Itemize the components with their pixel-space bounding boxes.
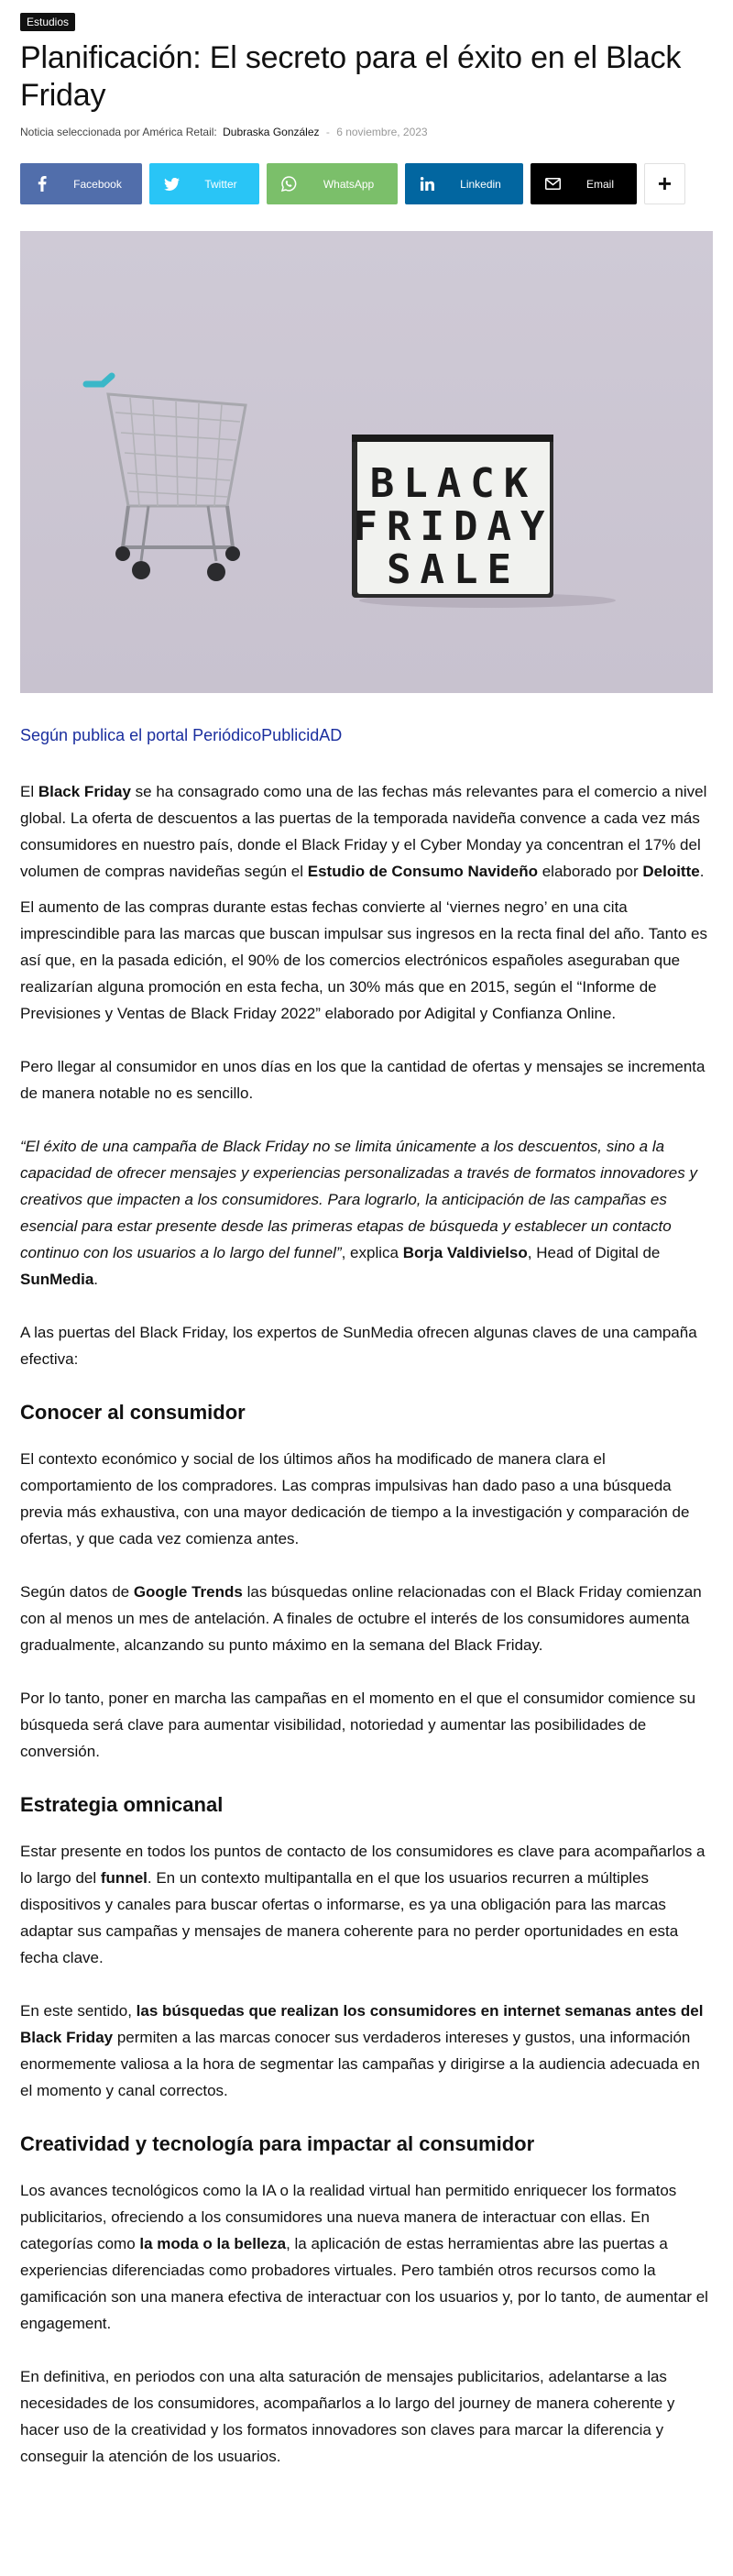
lightbox-line-3: SALE xyxy=(387,546,520,593)
paragraph-1: El Black Friday se ha consagrado como una de las fechas más relevantes para el comercio a nivel global. La oferta de descuentos a las puertas de la temporada navideña convence a cada vez más consumidores en nuestro país, donde el Black Friday y el Cyber Monday ya concentran el 17% del volumen de compras navideñas según el Estudio de Consumo Navideño elaborado por Deloitte. xyxy=(20,783,707,880)
bold-deloitte: Deloitte xyxy=(642,863,700,880)
paragraph-6: Según datos de Google Trends las búsquedas online relacionadas con el Black Friday comienzan con al menos un mes de antelación. A finales de octubre el interés de los consumidores aumenta gradualmente, alcanzando su punto máximo en la semana del Black Friday. xyxy=(20,1583,702,1654)
paragraph-5: El contexto económico y social de los últimos años ha modificado de manera clara el comportamiento de los compradores. Las compras impulsivas han dado paso a una búsqueda previa más exhaustiva, con una mayor dedicación de tiempo a la investigación y comparación de ofertas, y que cada vez comienza antes. xyxy=(20,1450,690,1547)
author-link[interactable]: Dubraska González xyxy=(223,126,320,138)
share-facebook-button[interactable] xyxy=(20,163,142,204)
email-icon xyxy=(531,163,574,204)
linkedin-icon xyxy=(405,163,449,204)
paragraph-10: Los avances tecnológicos como la IA o la realidad virtual han permitido enriquecer los formatos publicitarios, ofreciendo a los consumidores una nueva manera de interactuar con ellas. En categorías como la moda o la belleza, la aplicación de estas herramientas abre las puertas a experiencias diferenciadas como probadores virtuales. Pero también otros recursos como la gamificación son una manera efectiva de interactuar con los usuarios y, por lo tanto, de aumentar el engagement. xyxy=(20,2182,708,2332)
bold-black-friday: Black Friday xyxy=(38,783,131,800)
article-body xyxy=(20,778,713,2470)
bold-moda-belleza: la moda o la belleza xyxy=(139,2235,287,2252)
heading-conocer-consumidor: Conocer al consumidor xyxy=(20,1401,246,1424)
share-whatsapp-button[interactable] xyxy=(267,163,398,204)
meta-prefix: Noticia seleccionada por América Retail: xyxy=(20,126,217,138)
publish-date: 6 noviembre, 2023 xyxy=(336,126,428,138)
article-meta xyxy=(20,126,713,138)
hero-image xyxy=(20,231,713,693)
paragraph-7: Por lo tanto, poner en marcha las campañas en el momento en el que el consumidor comience su búsqueda será clave para aumentar visibilidad, notoriedad y aumentar las posibilidades de conversión. xyxy=(20,1690,696,1760)
paragraph-8: Estar presente en todos los puntos de contacto de los consumidores es clave para acompañarlos a lo largo del funnel. En un contexto multipantalla en el que los usuarios recurren a múltiples dispositivos y canales para buscar ofertas o informarse, es ya una obligación para las marcas adaptar sus campañas y mensajes de manera coherente para no perder oportunidades en esta fecha clave. xyxy=(20,1843,706,1966)
paragraph-3: Pero llegar al consumidor en unos días en los que la cantidad de ofertas y mensajes se incrementa de manera notable no es sencillo. xyxy=(20,1058,706,1102)
bold-borja: Borja Valdivielso xyxy=(402,1244,528,1261)
paragraph-9: En este sentido, las búsquedas que realizan los consumidores en internet semanas antes del Black Friday permiten a las marcas conocer sus verdaderos intereses y gustos, una información enormemente valiosa a la hora de segmentar las campañas y dirigirse a la audiencia adecuada en el momento y canal correctos. xyxy=(20,2002,704,2099)
share-whatsapp-label: WhatsApp xyxy=(323,177,375,191)
lightbox-line-1: BLACK xyxy=(369,460,538,507)
share-linkedin-label: Linkedin xyxy=(460,177,501,191)
share-linkedin-button[interactable] xyxy=(405,163,523,204)
share-email-button[interactable] xyxy=(531,163,637,204)
share-twitter-button[interactable] xyxy=(149,163,259,204)
twitter-icon xyxy=(149,163,193,204)
bold-busquedas: las búsquedas que realizan los consumidores en internet semanas antes del Black Friday xyxy=(20,2002,704,2046)
paragraph-4: A las puertas del Black Friday, los expertos de SunMedia ofrecen algunas claves de una campaña efectiva: xyxy=(20,1324,697,1368)
share-twitter-label: Twitter xyxy=(204,177,237,191)
paragraph-11: En definitiva, en periodos con una alta saturación de mensajes publicitarios, adelantarse a las necesidades de los consumidores, acompañarlos a lo largo del journey de manera coherente y hacer uso de la creatividad y los formatos innovadores son claves para marcar la diferencia y conseguir la atención de los usuarios. xyxy=(20,2368,675,2465)
source-link[interactable]: Según publica el portal PeriódicoPublicidAD xyxy=(20,726,343,744)
heading-estrategia-omnicanal: Estrategia omnicanal xyxy=(20,1793,224,1816)
share-facebook-label: Facebook xyxy=(73,177,122,191)
heading-creatividad-tecnologia: Creatividad y tecnología para impactar al consumidor xyxy=(20,2132,535,2155)
lightbox-line-2: FRIDAY xyxy=(353,503,554,550)
bold-sunmedia: SunMedia xyxy=(20,1271,94,1288)
bold-estudio-consumo: Estudio de Consumo Navideño xyxy=(307,863,538,880)
category-tag[interactable]: Estudios xyxy=(20,13,75,31)
paragraph-2: El aumento de las compras durante estas fechas convierte al ‘viernes negro’ en una cita imprescindible para las marcas que buscan impulsar sus ingresos en la recta final del año. Tanto es así que, en la pasada edición, el 90% de los comercios electrónicos españoles aseguraban que realizarían alguna promoción en esta fecha, un 30% más que en 2015, según el “Informe de Previsiones y Ventas de Black Friday 2022” elaborado por Adigital y Confianza Online. xyxy=(20,898,707,1022)
bold-funnel: funnel xyxy=(100,1869,148,1887)
black-friday-illustration xyxy=(20,231,713,693)
share-bar xyxy=(20,163,713,204)
meta-separator: - xyxy=(325,126,330,138)
bold-google-trends: Google Trends xyxy=(133,1583,243,1601)
whatsapp-icon xyxy=(267,163,311,204)
article-title: Planificación: El secreto para el éxito en el Black Friday xyxy=(20,40,682,113)
more-share-button[interactable]: + xyxy=(644,163,685,204)
quote-paragraph: “El éxito de una campaña de Black Friday no se limita únicamente a los descuentos, sino a la capacidad de ofrecer mensajes y experiencias personalizadas a través de formatos innovadores y creativos que impacten a los consumidores. Para lograrlo, la anticipación de las campañas es esencial para estar presente desde las primeras etapas de búsqueda y establecer un contacto continuo con los usuarios a lo largo del funnel”, explica Borja Valdivielso, Head of Digital de SunMedia. xyxy=(20,1138,697,1288)
share-email-label: Email xyxy=(585,177,614,191)
quote-text: “El éxito de una campaña de Black Friday no se limita únicamente a los descuentos, sino a la capacidad de ofrecer mensajes y experiencias personalizadas a través de formatos innovadores y creativos que impacten a los consumidores. Para lograrlo, la anticipación de las campañas es esencial para estar presente desde las primeras etapas de búsqueda y establecer un contacto continuo con los usuarios a lo largo del funnel” xyxy=(20,1138,697,1261)
facebook-icon xyxy=(20,163,64,204)
